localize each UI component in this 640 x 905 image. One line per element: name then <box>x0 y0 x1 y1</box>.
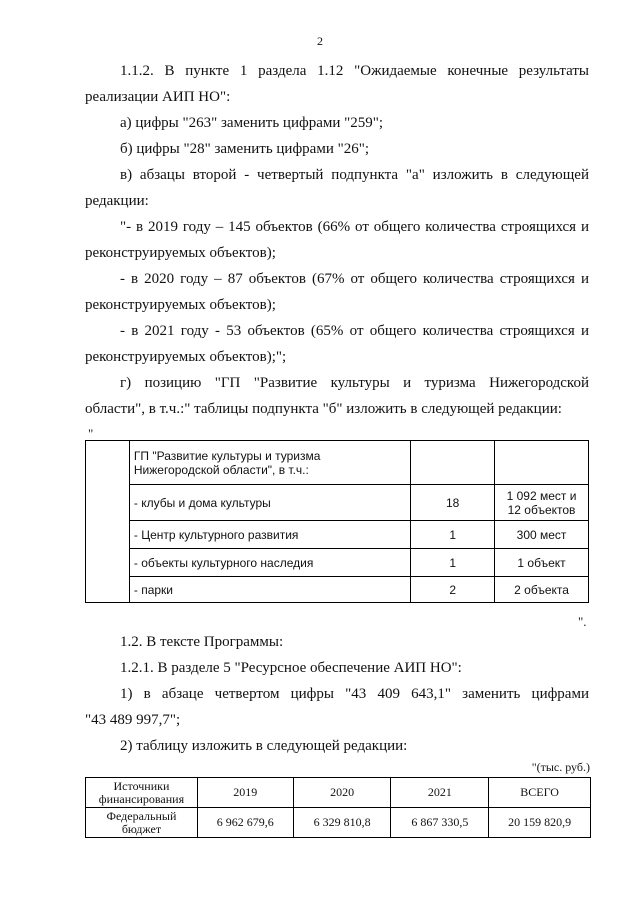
table-cell-count: 18 <box>411 485 495 521</box>
column-header: 2019 <box>197 778 293 808</box>
paragraph-line: в) абзацы второй - четвертый подпункта "а" изложить в следующей <box>120 167 589 183</box>
table-cell-value: 2 объекта <box>495 577 589 603</box>
paragraph-line: г) позицию "ГП "Развитие культуры и туризма Нижегородской <box>120 375 589 391</box>
paragraph-line: - в 2021 году - 53 объектов (65% от общего количества строящихся и <box>120 323 589 339</box>
close-quote: ". <box>578 614 587 629</box>
paragraph-line: области", в т.ч.:" таблицы подпункта "б" изложить в следующей редакции: <box>85 401 562 417</box>
paragraph-line: реконструируемых объектов); <box>85 245 276 261</box>
paragraph-line: - в 2020 году – 87 объектов (67% от общего количества строящихся и <box>120 271 589 287</box>
column-header: 2021 <box>391 778 489 808</box>
culture-objects-table <box>85 440 589 603</box>
table-cell: Федеральный бюджет <box>86 808 198 838</box>
paragraph-line: 1.2. В тексте Программы: <box>120 634 284 650</box>
page-number: 2 <box>317 34 323 48</box>
paragraph-line: 1) в абзаце четвертом цифры "43 409 643,1" заменить цифрами <box>120 686 589 702</box>
table-row <box>86 441 589 485</box>
table-cell-value: 300 мест <box>495 521 589 549</box>
table-cell: 6 962 679,6 <box>197 808 293 838</box>
table-cell: 6 329 810,8 <box>293 808 391 838</box>
table-cell: 20 159 820,9 <box>489 808 591 838</box>
table-cell-name: ГП "Развитие культуры и туризма Нижегородской области", в т.ч.: <box>129 441 410 485</box>
table-cell-name: - парки <box>129 577 410 603</box>
table-cell-name: - Центр культурного развития <box>129 521 410 549</box>
column-header: ВСЕГО <box>489 778 591 808</box>
table-cell: 6 867 330,5 <box>391 808 489 838</box>
unit-label: "(тыс. руб.) <box>531 760 590 774</box>
paragraph-line: "43 489 997,7"; <box>85 712 181 728</box>
table-cell-name: - клубы и дома культуры <box>129 485 410 521</box>
paragraph-line: "- в 2019 году – 145 объектов (66% от общего количества строящихся и <box>120 219 589 235</box>
financing-table <box>85 777 591 838</box>
paragraph-line: а) цифры "263" заменить цифрами "259"; <box>120 115 384 131</box>
table-row <box>86 549 589 577</box>
table-row <box>86 521 589 549</box>
open-quote: " <box>88 426 94 441</box>
paragraph-line: 1.1.2. В пункте 1 раздела 1.12 "Ожидаемые конечные результаты <box>120 63 589 79</box>
column-header: Источники финансирования <box>86 778 198 808</box>
table-row <box>86 808 591 838</box>
table-header-row <box>86 778 591 808</box>
table-cell-value: 1 объект <box>495 549 589 577</box>
table-cell-value: 1 092 мест и 12 объектов <box>495 485 589 521</box>
blank-cell <box>86 441 130 603</box>
table-cell-count: 1 <box>411 521 495 549</box>
table-cell-name: - объекты культурного наследия <box>129 549 410 577</box>
paragraph-line: б) цифры "28" заменить цифрами "26"; <box>120 141 370 157</box>
table-row <box>86 577 589 603</box>
paragraph-line: 2) таблицу изложить в следующей редакции: <box>120 738 408 754</box>
table-cell-count: 1 <box>411 549 495 577</box>
paragraph-line: 1.2.1. В разделе 5 "Ресурсное обеспечение АИП НО": <box>120 660 462 676</box>
table-cell-value <box>495 441 589 485</box>
paragraph-line: редакции: <box>85 193 149 209</box>
column-header: 2020 <box>293 778 391 808</box>
paragraph-line: реализации АИП НО": <box>85 89 231 105</box>
table-cell-count <box>411 441 495 485</box>
table-row <box>86 485 589 521</box>
paragraph-line: реконструируемых объектов);"; <box>85 349 287 365</box>
table-cell-count: 2 <box>411 577 495 603</box>
paragraph-line: реконструируемых объектов); <box>85 297 276 313</box>
